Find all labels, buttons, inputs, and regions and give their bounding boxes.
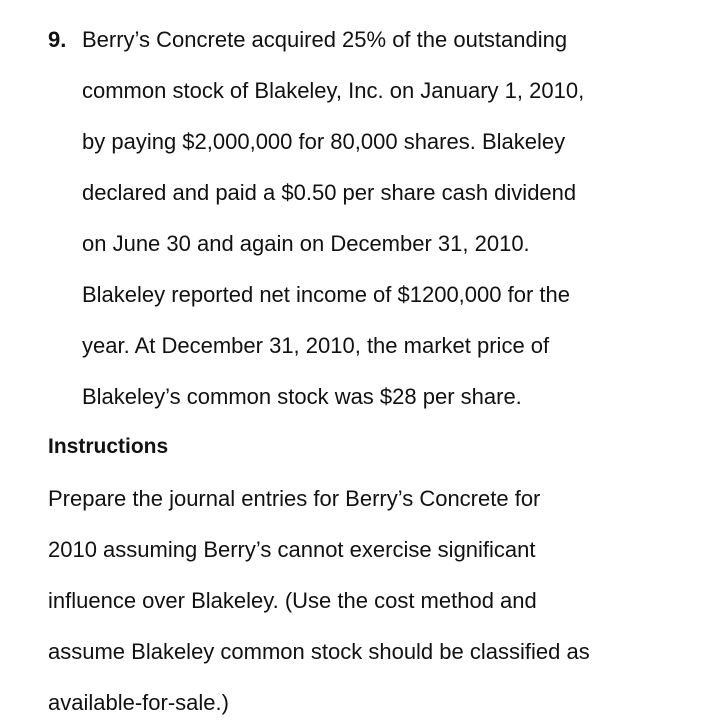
instructions-line-5: available-for-sale.) xyxy=(48,690,229,715)
question-line-8: Blakeley’s common stock was $28 per share. xyxy=(82,384,522,409)
instructions-line-4: assume Blakeley common stock should be classified as xyxy=(48,639,590,664)
question-number: 9. xyxy=(48,27,67,52)
question-line-5: on June 30 and again on December 31, 2010. xyxy=(82,231,530,256)
question-line-2: common stock of Blakeley, Inc. on January 1, 2010, xyxy=(82,78,585,103)
question-line-3: by paying $2,000,000 for 80,000 shares. Blakeley xyxy=(82,129,566,154)
question-line-4: declared and paid a $0.50 per share cash dividend xyxy=(82,180,577,205)
instructions-heading: Instructions xyxy=(48,435,169,458)
question-line-6: Blakeley reported net income of $1200,000 for the xyxy=(82,282,570,307)
instructions-line-2: 2010 assuming Berry’s cannot exercise significant xyxy=(48,537,536,562)
question-line-1: Berry’s Concrete acquired 25% of the outstanding xyxy=(82,27,568,52)
instructions-line-3: influence over Blakeley. (Use the cost method and xyxy=(48,588,537,613)
instructions-line-1: Prepare the journal entries for Berry’s Concrete for xyxy=(48,486,541,511)
question-line-7: year. At December 31, 2010, the market price of xyxy=(82,333,550,358)
